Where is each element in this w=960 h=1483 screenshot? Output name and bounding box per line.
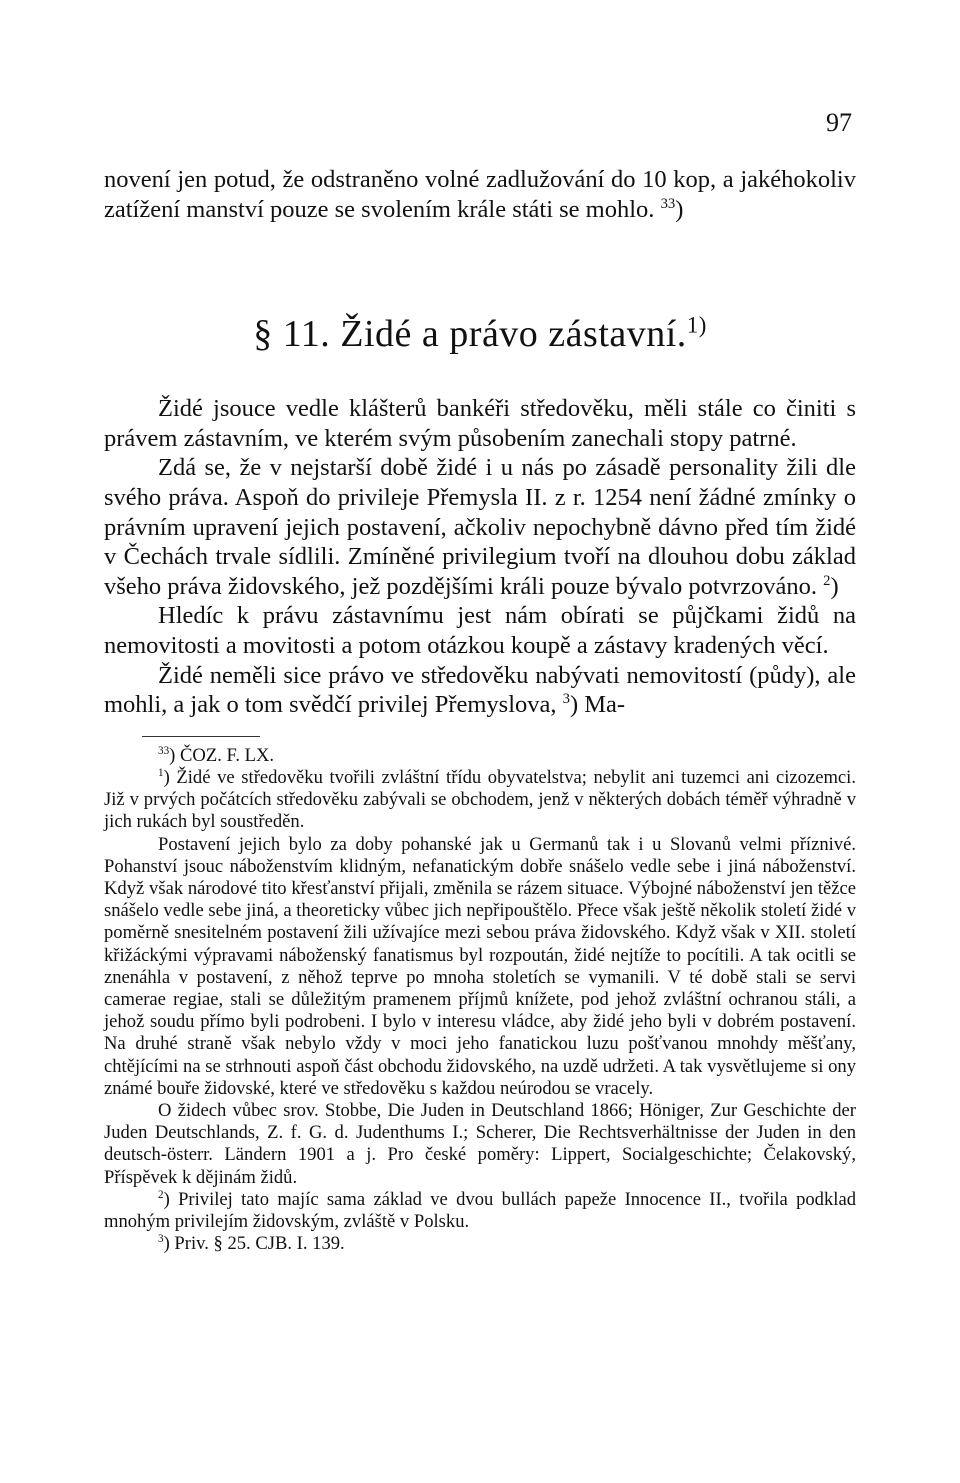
footnote-ref-1: 1 [686, 312, 699, 338]
footnote-ref-3: 3 [562, 690, 570, 707]
intro-paragraph: novení jen potud, že odstraněno volné zadlužování do 10 kop, a jakéhokoliv zatížení manství pouze se svolením krále státi se mohlo. $^{33}$) [104, 166, 856, 223]
section-heading: § 11. Židé a právo zástavní.$^{1)}$ [253, 312, 707, 356]
footnote-3-mark: 3 [158, 1233, 164, 1245]
footnote-1-paragraph-3: O židech vůbec srov. Stobbe, Die Juden in Deutschland 1866; Höniger, Zur Geschichte der Juden Deutschlands, Z. f. G. d. Judenthums I.; Scherer, Die Rechtsverhältnisse der Juden in den deutsch-österr. Ländern 1901 a j. Pro české poměry: Lippert, Socialgeschichte; Čelakovský, Příspěvek k dějinám židů. [104, 1099, 856, 1188]
footnote-33-text: ČOZ. F. LX. [180, 744, 275, 766]
footnote-ref-2: 2 [823, 572, 831, 589]
section-mark: § [253, 313, 273, 356]
page-number: 97 [826, 108, 852, 137]
paragraph-4-text: Židé neměli sice právo ve středověku nabývati nemovitostí (půdy), ale mohli, a jak o tom svědčí privilej Přemyslova, [104, 661, 856, 719]
paragraph-1: Židé jsouce vedle klášterů bankéři středověku, měli stále co činiti s právem zástavním, ve kterém svým působením zanechali stopy patrné. [104, 395, 856, 452]
section-number: 11. [282, 313, 331, 356]
body-text [104, 165, 856, 224]
paragraph-4-end: Ma- [584, 691, 626, 719]
footnote-2-mark: 2 [158, 1188, 164, 1201]
footnote-33: $^{33}$) ČOZ. F. LX. [158, 744, 275, 766]
footnotes [104, 745, 856, 1256]
footnote-ref-33: 33 [660, 195, 676, 212]
paragraph-3: Hledíc k právu zástavnímu jest nám obírati se půjčkami židů na nemovitosti a movitosti a potom otázkou koupě a zástavy kradených věcí. [104, 602, 856, 659]
footnote-1-paragraph-2: Postavení jejich bylo za doby pohanské jak u Germanů tak i u Slovanů velmi příznivé. Pohanství jsouc náboženstvím klidným, nefanatickým dobře snášelo vedle sebe i jiná náboženství. Když však národové tito křesťanství přijali, změnila se rázem situace. Výbojné náboženství jen těžce snášelo vedle sebe jiná, a theoreticky vůbec jich nepřipouštělo. Přece však ještě několik století židé v poměrně snesitelném postavení žili užívajíce mezi sebou práva židovského. Když však v XII. století křižáckými výpravami náboženský fanatismus byl rozpoután, židé nejtíže to pocítili. A tak ocitli se znenáhla v postavení, z něhož teprve po mnoha stoletích se vymanili. V té době stali se servi camerae regiae, stali se důležitým pramenem příjmů knížete, pod jehož zvláštní ochranou stáli, a jehož soudu přímo byli podrobeni. I bylo v interesu vládce, aby židé jeho byli v dobrém postavení. Na druhé straně však nebylo vždy v moci jeho fanatickou luzu pošťvanou mnohdy měšťany, chtějícími na se strhnouti aspoň část obchodu židovského, na uzdě udržeti. A tak vysvětlujeme si ony známé bouře židovské, které ve středověku s každou neúrodou se vracely. [104, 833, 856, 1099]
paragraph-2: Zdá se, že v nejstarší době židé i u nás po zásadě personality žili dle svého práva. Aspoň do privileje Přemysla II. z r. 1254 není žádné zmínky o právním upravení jejich postavení, ačkoliv nepochybně dávno před tím židé v Čechách trvale sídlili. Zmíněné privilegium tvoří na dlouhou dobu základ všeho práva židovského, jež pozdějšími králi pouze bývalo potvrzováno. $^2$) [104, 454, 856, 600]
footnote-2: $^2$) Privilej tato majíc sama základ ve dvou bullách papeže Innocence II., tvořila podklad mnohým privilejím židovským, zvláště v Polsku. [104, 1188, 856, 1232]
intro-text: novení jen potud, že odstraněno volné zadlužování do 10 kop, a jakéhokoliv zatížení manství pouze se svolením krále státi se mohlo. [104, 166, 856, 223]
footnote-33-mark: 33 [158, 744, 170, 757]
footnote-1-text: Židé ve středověku tvořili zvláštní třídu obyvatelstva; nebylit ani tuzemci ani cizozemci. Již v prvých počátcích středověku zabývali se obchodem, jenž v některých dobách téměř výhradně v jich rukách byl soustředěn. [104, 766, 856, 833]
paragraph-2-text: Zdá se, že v nejstarší době židé i u nás po zásadě personality žili dle svého práva. Aspoň do privileje Přemysla II. z r. 1254 není žádné zmínky o právním upravení jejich postavení, ačkoliv nepochybně dávno před tím židé v Čechách trvale sídlili. Zmíněné privilegium tvoří na dlouhou dobu základ všeho práva židovského, jež pozdějšími králi pouze bývalo potvrzováno. [104, 454, 856, 600]
main-text [104, 394, 856, 720]
section-title: Židé a právo zástavní. [340, 313, 687, 356]
page-content [104, 165, 856, 1255]
paragraph-4: Židé neměli sice právo ve středověku nabývati nemovitostí (půdy), ale mohli, a jak o tom svědčí privilej Přemyslova, $^3$) Ma- [104, 661, 856, 719]
footnote-divider [142, 736, 260, 737]
footnote-2-text: Privilej tato majíc sama základ ve dvou bullách papeže Innocence II., tvořila podklad mnohým privilejím židovským, zvláště v Polsku. [104, 1188, 856, 1232]
footnote-3-text: Priv. § 25. CJB. I. 139. [174, 1233, 345, 1255]
footnote-1-mark: 1 [158, 766, 164, 779]
footnote-3: $^3$) Priv. § 25. CJB. I. 139. [158, 1233, 345, 1255]
footnote-1: $^1$) Židé ve středověku tvořili zvláštní třídu obyvatelstva; nebylit ani tuzemci ani cizozemci. Již v prvých počátcích středověku zabývali se obchodem, jenž v některých dobách téměř výhradně v jich rukách byl soustředěn. [104, 766, 856, 833]
